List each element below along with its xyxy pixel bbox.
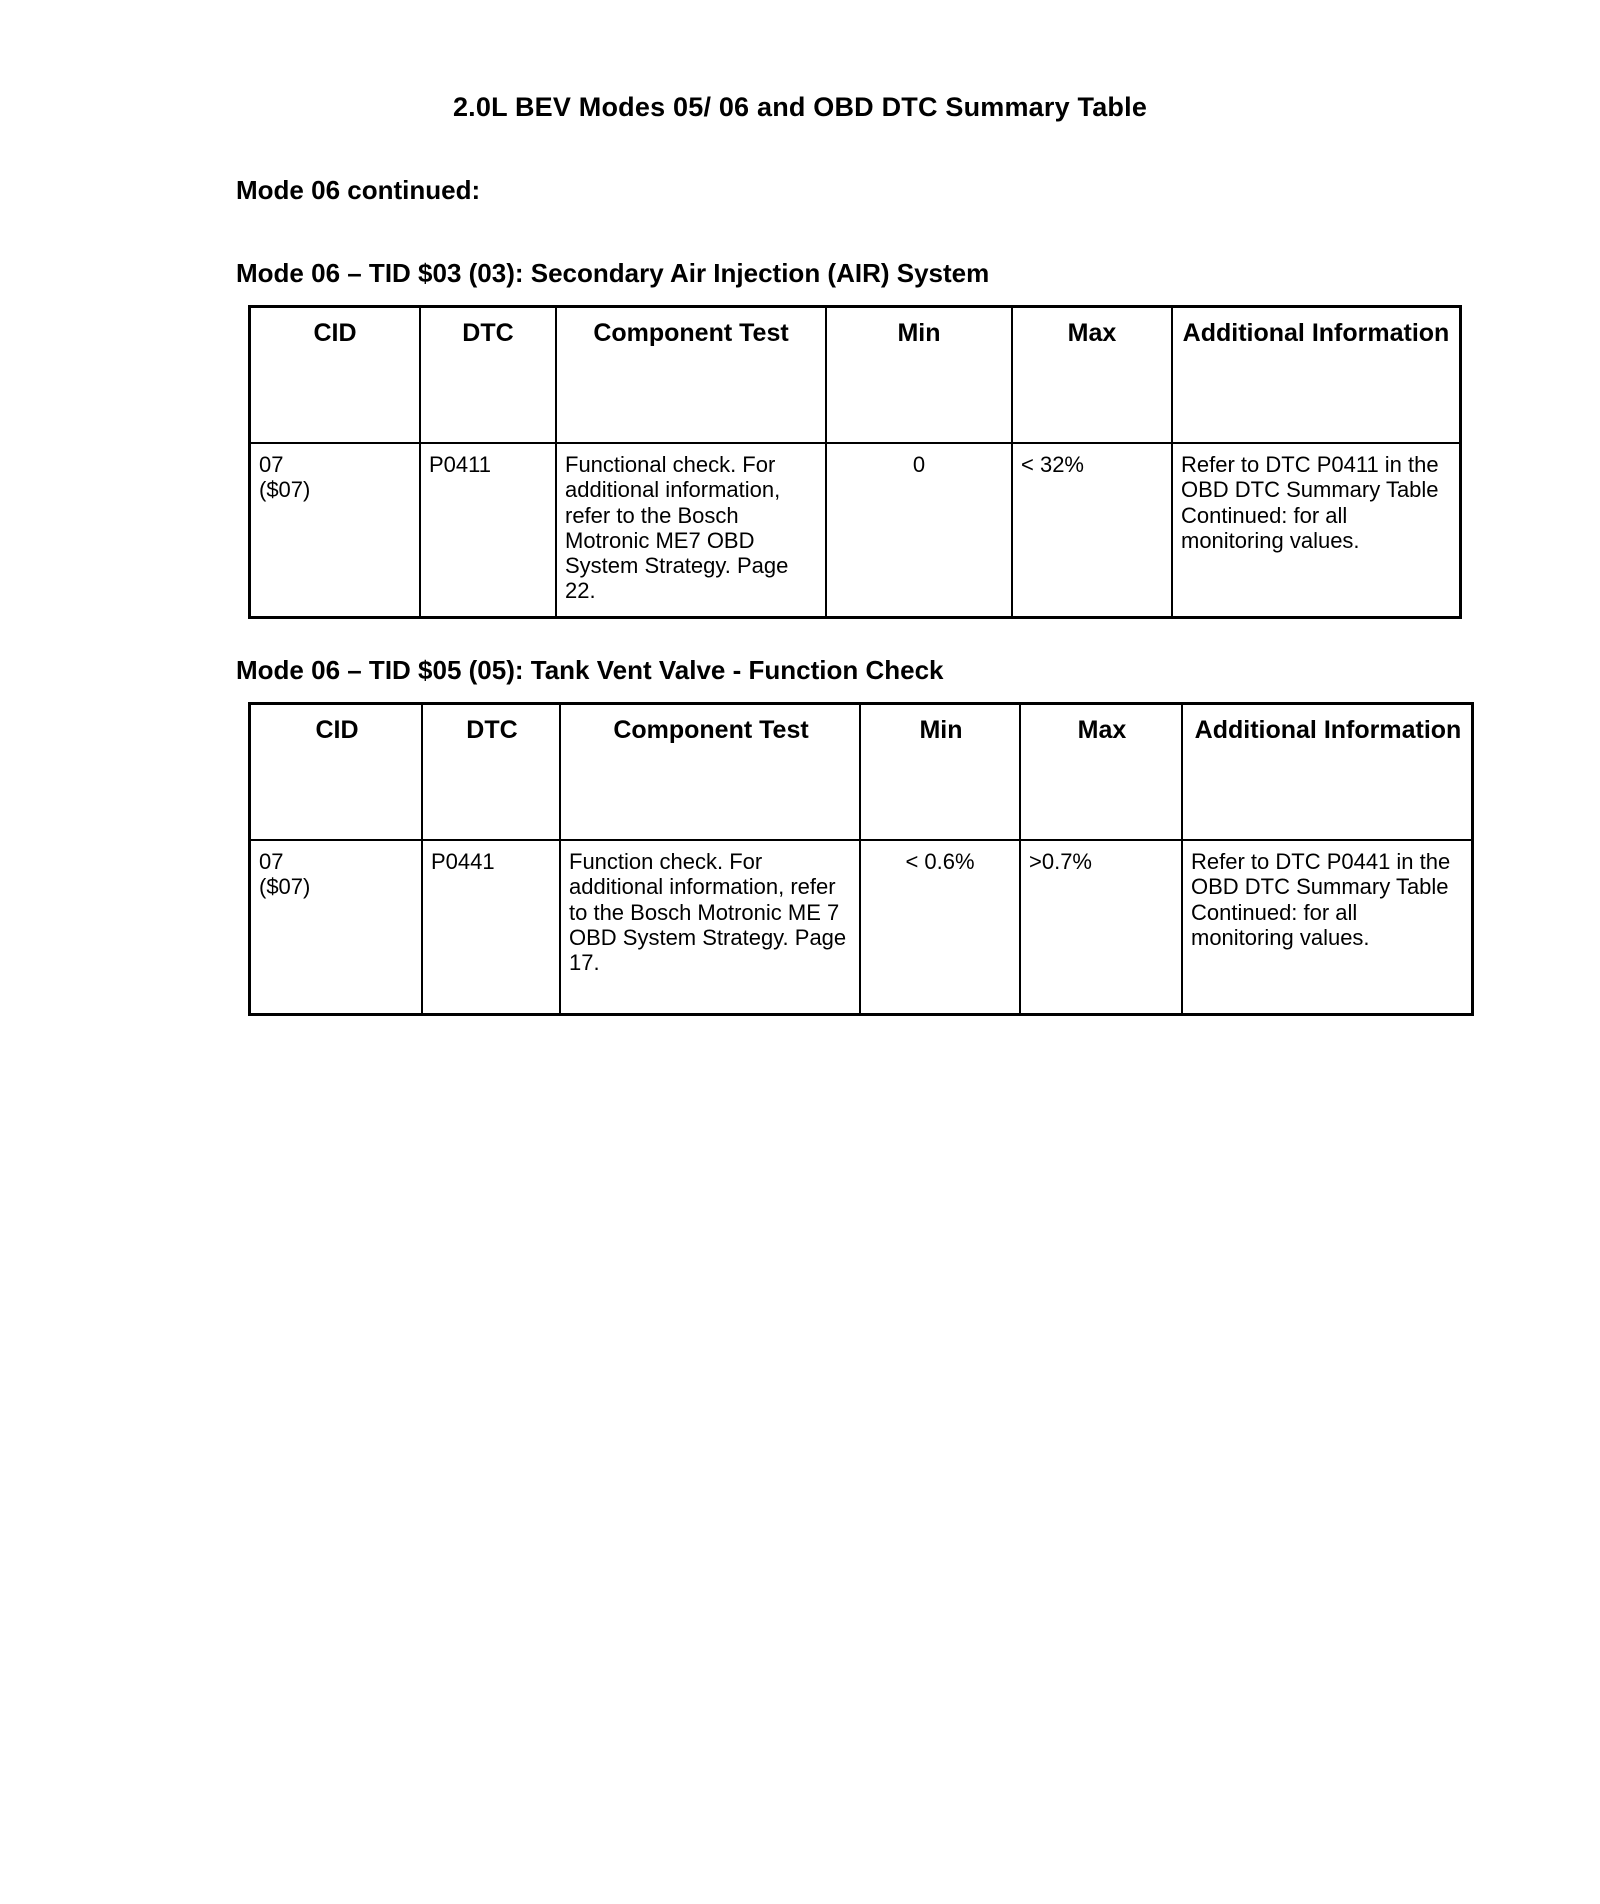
cell-cid-hex: ($07): [259, 477, 311, 503]
cell-dtc: P0441: [422, 840, 560, 1015]
table-header-row: [250, 307, 1461, 444]
cell-cid-value: 07: [259, 849, 284, 874]
cell-component-test: Function check. For additional information, refer to the Bosch Motronic ME 7 OBD System Strategy. Page 17.: [560, 840, 860, 1015]
column-header-additional-information: Additional Information: [1182, 704, 1473, 841]
cell-cid-hex: ($07): [259, 874, 311, 900]
table-tid03: [248, 305, 1462, 619]
column-header-min: Min: [826, 307, 1012, 444]
cell-cid: [250, 443, 421, 618]
table-row: [250, 840, 1473, 1015]
column-header-additional-information: Additional Information: [1172, 307, 1461, 444]
column-header-max: Max: [1020, 704, 1182, 841]
cell-min: 0: [826, 443, 1012, 618]
table-header-row: [250, 704, 1473, 841]
table-row: [250, 443, 1461, 618]
table-tid05: [248, 702, 1474, 1016]
cell-dtc: P0411: [420, 443, 556, 618]
column-header-component-test: Component Test: [556, 307, 826, 444]
cell-additional-information: Refer to DTC P0411 in the OBD DTC Summary Table Continued: for all monitoring values.: [1172, 443, 1461, 618]
column-header-max: Max: [1012, 307, 1172, 444]
table-heading-tid03: Mode 06 – TID $03 (03): Secondary Air Injection (AIR) System: [236, 258, 990, 288]
section-heading-mode06: Mode 06 continued:: [236, 175, 481, 205]
table-heading-tid05: Mode 06 – TID $05 (05): Tank Vent Valve - Function Check: [236, 655, 944, 685]
page-title: 2.0L BEV Modes 05/ 06 and OBD DTC Summary Table: [452, 92, 1148, 122]
column-header-component-test: Component Test: [560, 704, 860, 841]
cell-max: >0.7%: [1020, 840, 1182, 1015]
column-header-min: Min: [860, 704, 1020, 841]
cell-cid-value: 07: [259, 452, 284, 477]
cell-component-test: Functional check. For additional information, refer to the Bosch Motronic ME7 OBD System Strategy. Page 22.: [556, 443, 826, 618]
cell-min: < 0.6%: [860, 840, 1020, 1015]
column-header-cid: CID: [250, 307, 421, 444]
cell-additional-information: Refer to DTC P0441 in the OBD DTC Summary Table Continued: for all monitoring values.: [1182, 840, 1473, 1015]
cell-max: < 32%: [1012, 443, 1172, 618]
column-header-dtc: DTC: [420, 307, 556, 444]
column-header-cid: CID: [250, 704, 423, 841]
cell-cid: [250, 840, 423, 1015]
column-header-dtc: DTC: [422, 704, 560, 841]
